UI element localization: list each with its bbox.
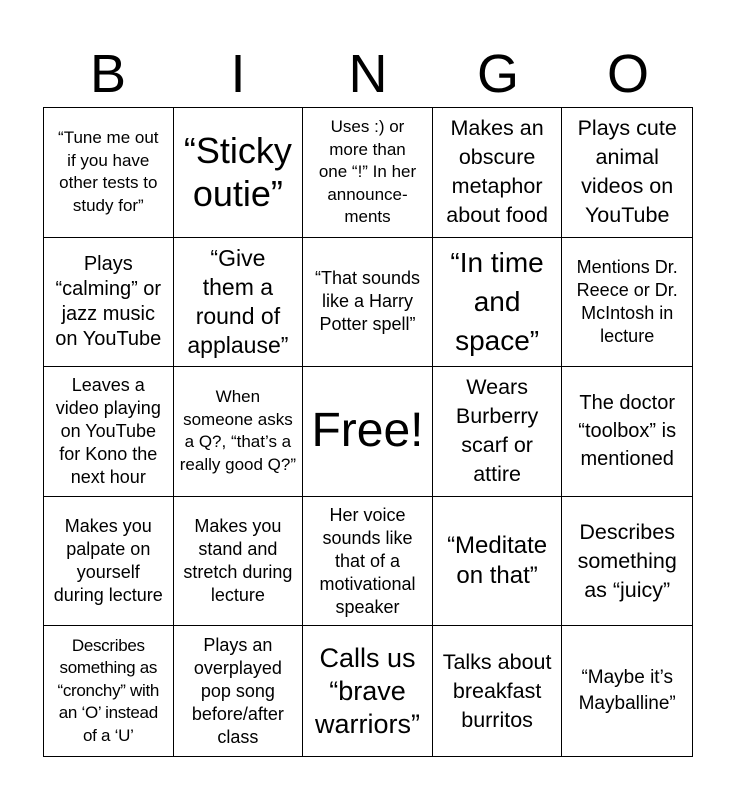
header-letter-g: G: [476, 44, 519, 104]
bingo-cell[interactable]: [44, 497, 174, 627]
bingo-cell[interactable]: [174, 626, 304, 756]
bingo-cell[interactable]: [562, 497, 692, 627]
cell-text: “That sounds like a Harry Potter spell”: [314, 268, 421, 335]
bingo-cell[interactable]: [303, 108, 433, 238]
cell-text: When someone asks a Q?, “that’s a really good Q?”: [179, 387, 296, 474]
cell-text: “In time and space”: [450, 247, 544, 357]
bingo-cell[interactable]: [562, 108, 692, 238]
cell-text: Makes you stand and stretch during lecture: [183, 516, 293, 606]
cell-text: Calls us “brave warriors”: [314, 642, 420, 739]
bingo-header: [43, 40, 693, 108]
bingo-cell[interactable]: [44, 626, 174, 756]
bingo-cell[interactable]: [174, 497, 304, 627]
bingo-cell[interactable]: [174, 367, 304, 497]
bingo-cell[interactable]: [433, 497, 563, 627]
bingo-cell[interactable]: [433, 626, 563, 756]
cell-text: “Sticky outie”: [183, 130, 292, 215]
cell-text: Mentions Dr. Reece or Dr. McIntosh in lecture: [576, 256, 678, 346]
bingo-cell[interactable]: [44, 108, 174, 238]
free-space-text: Free!: [311, 404, 424, 458]
cell-text: “Maybe it’s Mayballine”: [578, 667, 676, 715]
cell-text: Describes something as “juicy”: [577, 519, 677, 602]
cell-text: Plays cute animal videos on YouTube: [577, 116, 677, 228]
bingo-cell[interactable]: [433, 238, 563, 368]
header-letter-o: O: [606, 44, 649, 104]
cell-text: Plays “calming” or jazz music on YouTube: [55, 252, 162, 350]
cell-text: “Meditate on that”: [447, 532, 548, 590]
cell-text: Her voice sounds like that of a motivational speaker: [319, 504, 416, 617]
header-letter-i: I: [230, 44, 246, 104]
bingo-cell free-space[interactable]: [303, 367, 433, 497]
cell-text: “Give them a round of applause”: [187, 244, 289, 358]
bingo-cell[interactable]: [433, 367, 563, 497]
bingo-cell[interactable]: [562, 367, 692, 497]
bingo-cell[interactable]: [174, 108, 304, 238]
bingo-cell[interactable]: [44, 367, 174, 497]
cell-text: Makes an obscure metaphor about food: [446, 116, 548, 228]
header-letter-n: N: [348, 44, 388, 104]
cell-text: Describes something as “cronchy” with an ‘O’ instead of a ‘U’: [57, 635, 160, 745]
bingo-card: [43, 107, 693, 757]
cell-text: The doctor “toolbox” is mentioned: [578, 392, 677, 471]
cell-text: Makes you palpate on yourself during lecture: [53, 516, 163, 606]
cell-text: Plays an overplayed pop song before/after class: [191, 634, 284, 747]
bingo-cell[interactable]: [174, 238, 304, 368]
bingo-cell[interactable]: [562, 626, 692, 756]
cell-text: Wears Burberry scarf or attire: [455, 375, 539, 487]
bingo-cell[interactable]: [303, 497, 433, 627]
bingo-cell[interactable]: [303, 626, 433, 756]
bingo-cell[interactable]: [562, 238, 692, 368]
cell-text: “Tune me out if you have other tests to study for”: [58, 128, 159, 215]
cell-text: Leaves a video playing on YouTube for Kono the next hour: [55, 374, 161, 487]
header-letter-b: B: [89, 44, 127, 104]
bingo-cell[interactable]: [433, 108, 563, 238]
cell-text: Uses :) or more than one “!” In her announce-ments: [318, 117, 417, 227]
bingo-cell[interactable]: [303, 238, 433, 368]
cell-text: Talks about breakfast burritos: [442, 649, 552, 732]
bingo-cell[interactable]: [44, 238, 174, 368]
